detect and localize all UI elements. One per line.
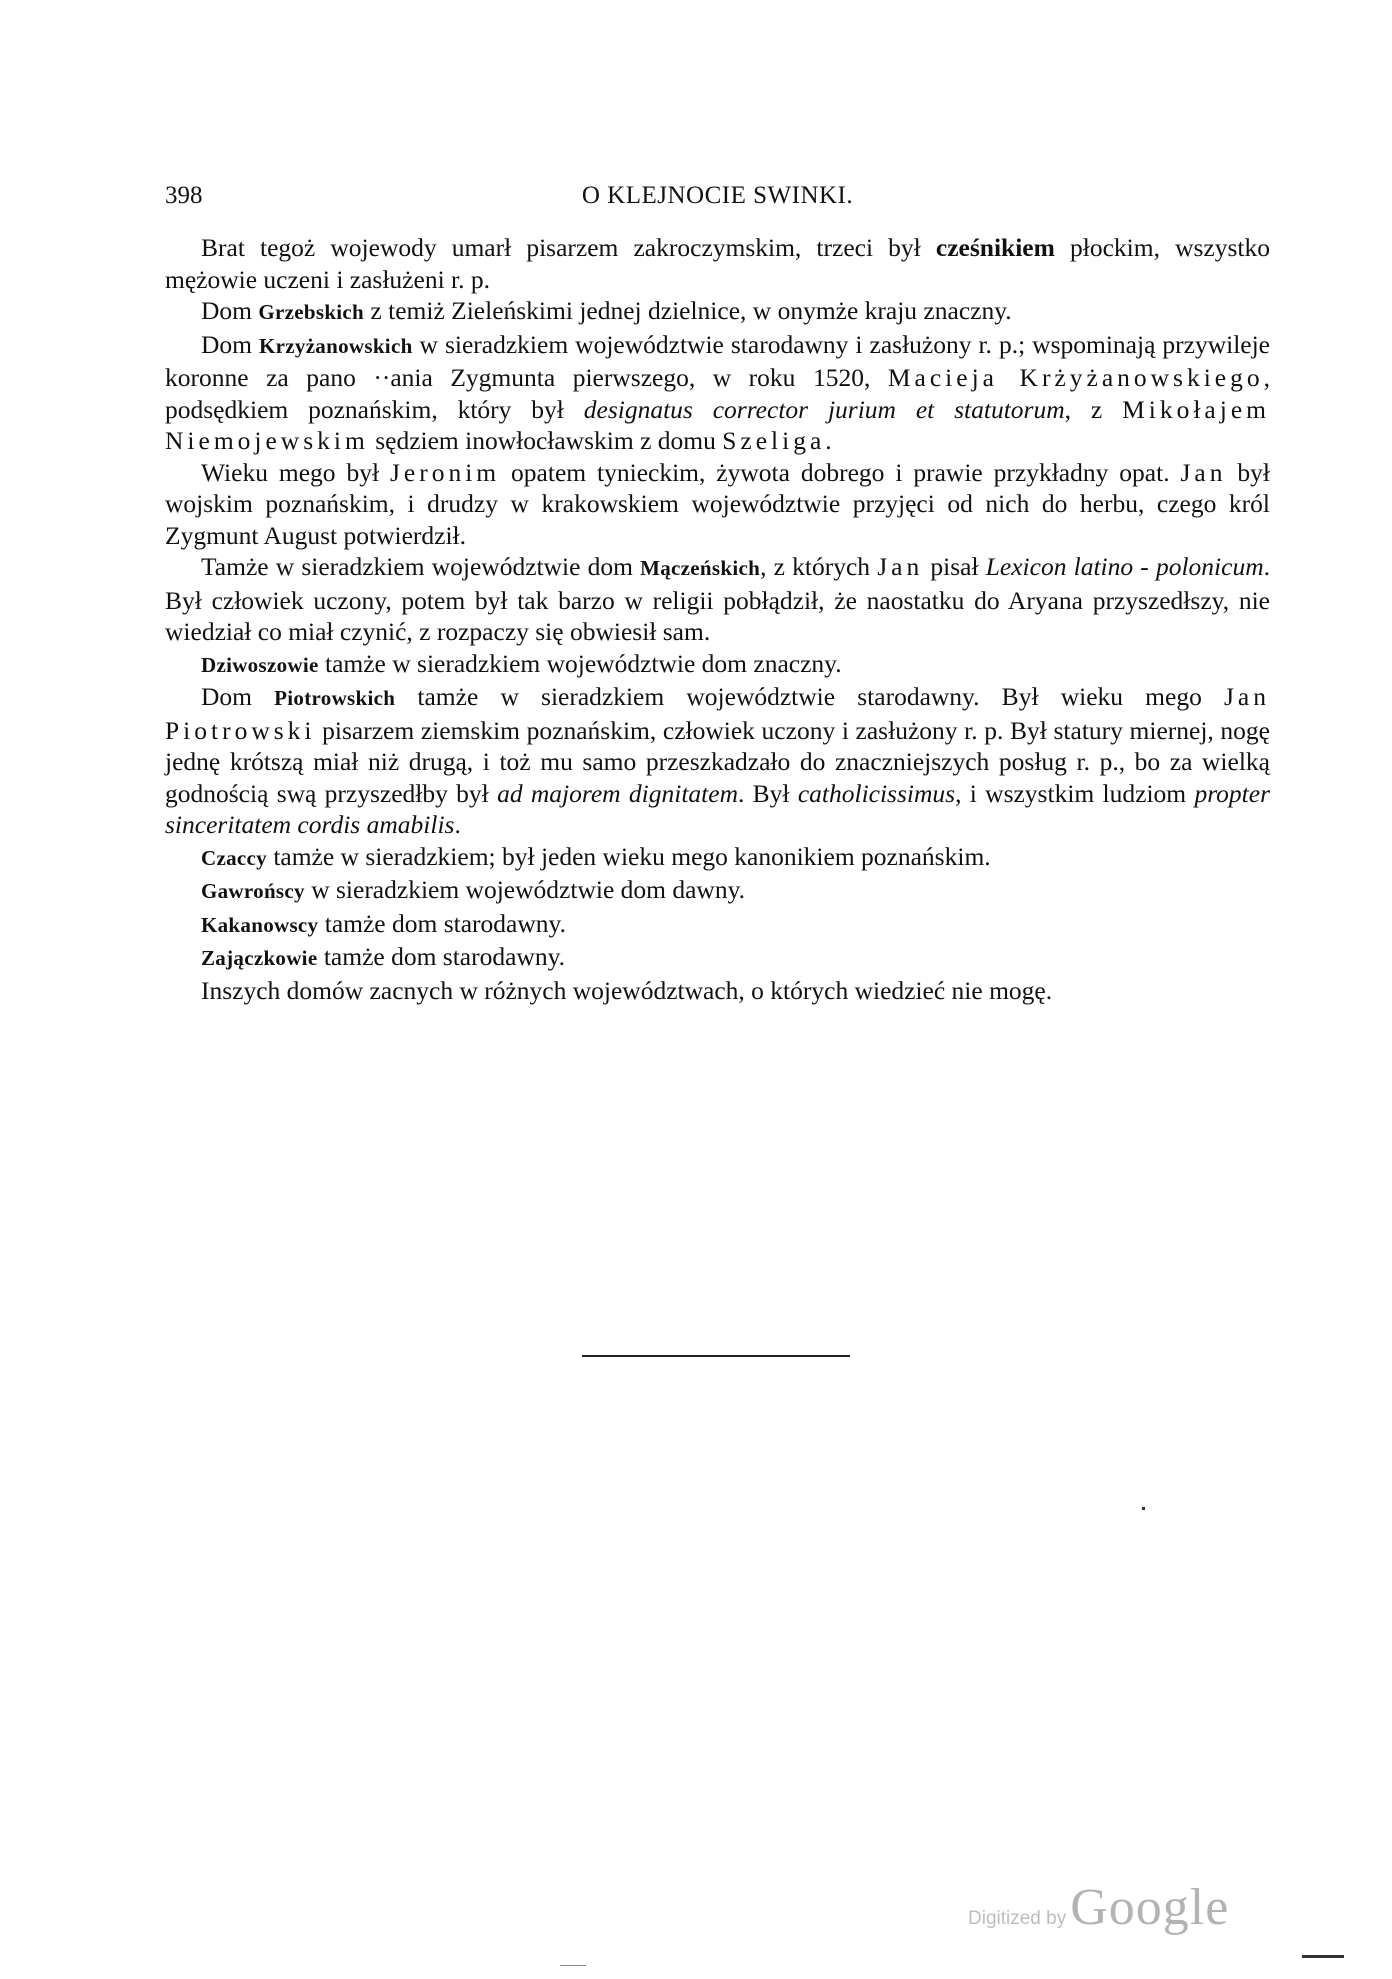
paragraph: [165, 908, 1270, 942]
text-run-it: Lexicon latino - polonicum: [985, 552, 1264, 581]
running-title: O KLEJNOCIE SWINKI.: [581, 182, 854, 209]
text-run: . Był: [737, 778, 798, 808]
text-run: był wojskim poznańskim, i drudzy w krakowskiem województwie przyjęci od nich do herbu, czego król Zygmunt August potwierdził.: [165, 457, 1271, 550]
text-run-it: catholicissimus: [797, 778, 956, 808]
text-run-sc: Krzyżanowskich: [259, 333, 413, 358]
text-run-sp: Jan: [877, 552, 924, 581]
scan-speck: [1142, 1507, 1145, 1510]
paragraph: [165, 232, 1270, 295]
text-run-sc: Mączeńskich: [640, 556, 761, 580]
text-run: .: [454, 810, 461, 839]
end-rule: [582, 1355, 850, 1357]
paragraph: [165, 941, 1270, 975]
text-run: Inszych domów zacnych w różnych województwach, o których wiedzieć nie mogę.: [201, 975, 1053, 1005]
text-run: Dom: [201, 329, 260, 359]
text-run: , i wszystkim ludziom: [955, 778, 1195, 808]
text-run-sc: Gawrońscy: [201, 879, 305, 903]
text-run-it: designatus corrector jurium et statutorum: [583, 394, 1065, 424]
text-run-sc: Zajączkowie: [201, 946, 318, 970]
text-run: pisarzem ziemskim poznańskim, człowiek uczony i zasłużony r. p. Był statury miernej, nogę jednę krótszą miał niż drugą, i toż mu samo przeszkadzało do znaczniejszych posług r. p., bo za wielką godnością swą przyszedłby był: [165, 715, 1270, 808]
paragraph: [165, 295, 1270, 329]
text-run-sc: Czaccy: [201, 845, 267, 870]
text-run-sc: Dziwoszowie: [201, 652, 319, 677]
text-run-it: propter sinceritatem cordis amabilis: [165, 778, 1270, 839]
text-run: , podsędkiem poznańskim, który był: [165, 363, 1271, 424]
page-number: 398: [165, 182, 203, 209]
text-run: Brat tegoż wojewody umarł pisarzem zakroczymskim, trzeci był: [201, 233, 936, 262]
page-header: [165, 182, 1270, 222]
paragraph: [165, 874, 1270, 908]
text-run: Wieku mego był: [201, 457, 390, 487]
watermark-prefix: Digitized by: [968, 1908, 1067, 1929]
text-run: w sieradzkiem województwie dom dawny.: [304, 875, 746, 904]
text-run-sp: Mikołajem Niemojewskim: [165, 394, 1270, 455]
paragraph: [165, 975, 1270, 1007]
text-run-sp: Jeronim: [389, 457, 501, 487]
text-run-sc: Grzebskich: [258, 300, 365, 324]
paragraph: [165, 329, 1270, 457]
scan-speck: [1302, 1955, 1344, 1958]
paragraph: [165, 841, 1270, 875]
text-run: tamże w sieradzkiem województwie dom znaczny.: [318, 648, 842, 678]
text-run: tamże w sieradzkiem; był jeden wieku mego kanonikiem poznańskim.: [266, 841, 991, 871]
paragraph: [165, 681, 1270, 841]
paragraph: [165, 457, 1270, 552]
text-run-sp: Jan Piotrowski: [165, 682, 1270, 745]
text-run-sp: Macieja Krżyżanowskiego: [887, 363, 1264, 392]
paragraph: [165, 648, 1270, 682]
paragraph: [165, 551, 1270, 648]
text-run-it: ad majorem dignitatem: [497, 778, 738, 808]
google-logo: Google: [1070, 1879, 1230, 1936]
text-run: tamże dom starodawny.: [318, 908, 566, 938]
text-run-bd: cześnikiem: [935, 233, 1055, 262]
text-run: .: [825, 426, 832, 455]
text-run: opatem tynieckim, żywota dobrego i prawie przykładny opat.: [500, 457, 1181, 487]
scan-speck: [560, 1965, 586, 1966]
text-run: . Był człowiek uczony, potem był tak barzo w religii pobłądził, że naostatku do Aryana przyszedłszy, nie wiedział co miał czynić, z rozpaczy się obwiesił sam.: [165, 552, 1270, 646]
text-run-sc: Piotrowskich: [274, 686, 396, 710]
text-run: tamże dom starodawny.: [317, 942, 566, 971]
text-run: z temiż Zieleńskimi jednej dzielnice, w onymże kraju znaczny.: [364, 296, 1012, 325]
text-run: pisał: [923, 552, 986, 581]
body-text: [165, 232, 1270, 1006]
text-run: Dom: [201, 682, 275, 711]
text-run: płockim, wszystko mężowie uczeni i zasłużeni r. p.: [165, 233, 1270, 294]
text-run: , z których: [760, 552, 878, 581]
text-run-sp: Szeliga: [722, 426, 826, 455]
digitized-by-google-watermark: [968, 1878, 1229, 1934]
text-run: w sieradzkiem województwie starodawny i zasłużony r. p.; wspominają przywileje koronne za pano ··ania Zygmunta pierwszego, w roku 1520,: [165, 329, 1270, 392]
text-run: sędziem inowłocławskim z domu: [368, 426, 723, 455]
text-run-sc: Kakanowscy: [201, 912, 319, 937]
text-run: , z: [1064, 394, 1123, 424]
text-run: tamże w sieradzkiem województwie starodawny. Był wieku mego: [395, 682, 1224, 711]
text-run-sp: Jan: [1180, 457, 1227, 487]
text-run: Tamże w sieradzkiem województwie dom: [201, 552, 641, 581]
text-run: Dom: [201, 296, 259, 325]
